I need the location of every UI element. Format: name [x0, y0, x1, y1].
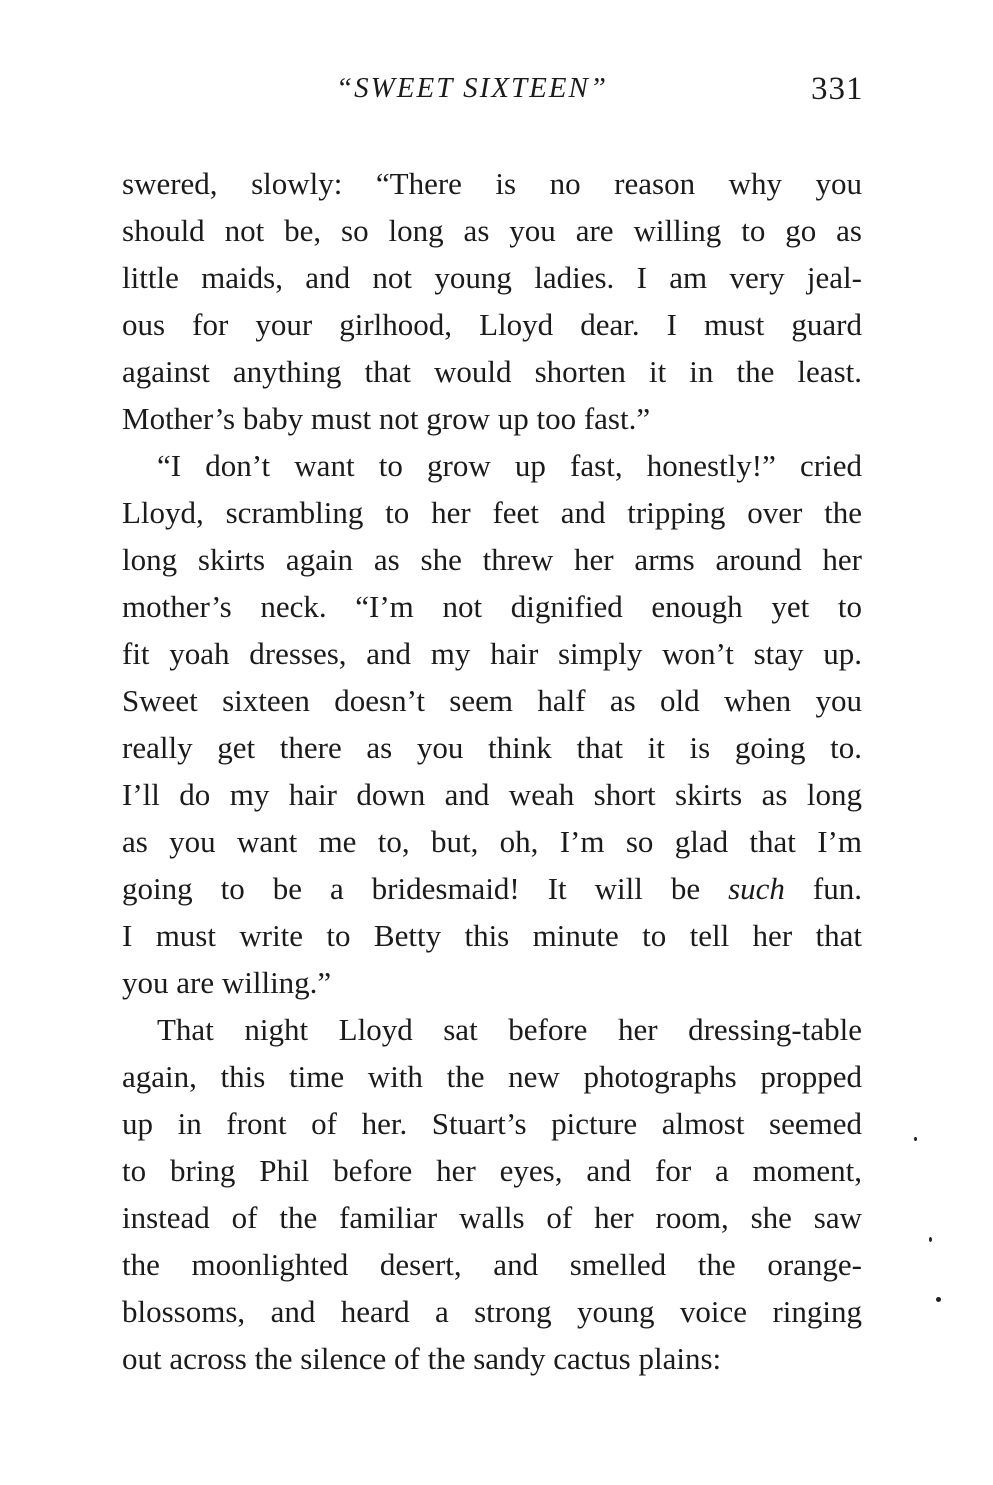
paragraph-start-line: That night Lloyd sat before her dressing-table: [157, 1012, 862, 1047]
text-line: against anything that would shorten it in the least.: [122, 354, 862, 389]
scan-speck: [914, 1137, 917, 1141]
text-line: up in front of her. Stuart’s picture almost seemed: [122, 1106, 862, 1141]
text-line: Mother’s baby must not grow up too fast.”: [122, 401, 651, 436]
text-line: long skirts again as she threw her arms around her: [122, 542, 862, 577]
text-line: ous for your girlhood, Lloyd dear. I must guard: [122, 307, 862, 342]
text-line: out across the silence of the sandy cactus plains:: [122, 1341, 722, 1376]
line-text: going to be a bridesmaid! It will be: [122, 871, 701, 906]
text-line: I must write to Betty this minute to tell her that: [122, 918, 862, 953]
scan-speck: [929, 1237, 932, 1242]
body-text: [122, 160, 862, 1382]
running-title: “SWEET SIXTEEN”: [336, 72, 608, 104]
scan-speck: [936, 1297, 941, 1302]
text-line: mother’s neck. “I’m not dignified enough yet to: [122, 589, 862, 624]
text-line-with-emphasis: [122, 865, 862, 912]
text-line: really get there as you think that it is going to.: [122, 730, 862, 765]
text-line: instead of the familiar walls of her room, she saw: [122, 1200, 862, 1235]
text-line: the moonlighted desert, and smelled the orange-: [122, 1247, 862, 1282]
text-line: you are willing.”: [122, 965, 332, 1000]
text-line: Sweet sixteen doesn’t seem half as old when you: [122, 683, 862, 718]
text-line: blossoms, and heard a strong young voice ringing: [122, 1294, 862, 1329]
paragraph-start-line: “I don’t want to grow up fast, honestly!” cried: [157, 448, 862, 483]
text-line: I’ll do my hair down and weah short skirts as long: [122, 777, 862, 812]
text-line: Lloyd, scrambling to her feet and tripping over the: [122, 495, 862, 530]
text-line: little maids, and not young ladies. I am very jeal-: [122, 260, 862, 295]
emphasis-such: such: [728, 871, 785, 906]
page-number: 331: [811, 71, 864, 107]
text-line: should not be, so long as you are willing to go as: [122, 213, 862, 248]
text-line: again, this time with the new photographs propped: [122, 1059, 862, 1094]
text-line: fit yoah dresses, and my hair simply won’t stay up.: [122, 636, 862, 671]
text-line: as you want me to, but, oh, I’m so glad that I’m: [122, 824, 862, 859]
text-line: to bring Phil before her eyes, and for a moment,: [122, 1153, 862, 1188]
line-text-end: fun.: [812, 871, 862, 906]
text-line: swered, slowly: “There is no reason why you: [122, 166, 862, 201]
